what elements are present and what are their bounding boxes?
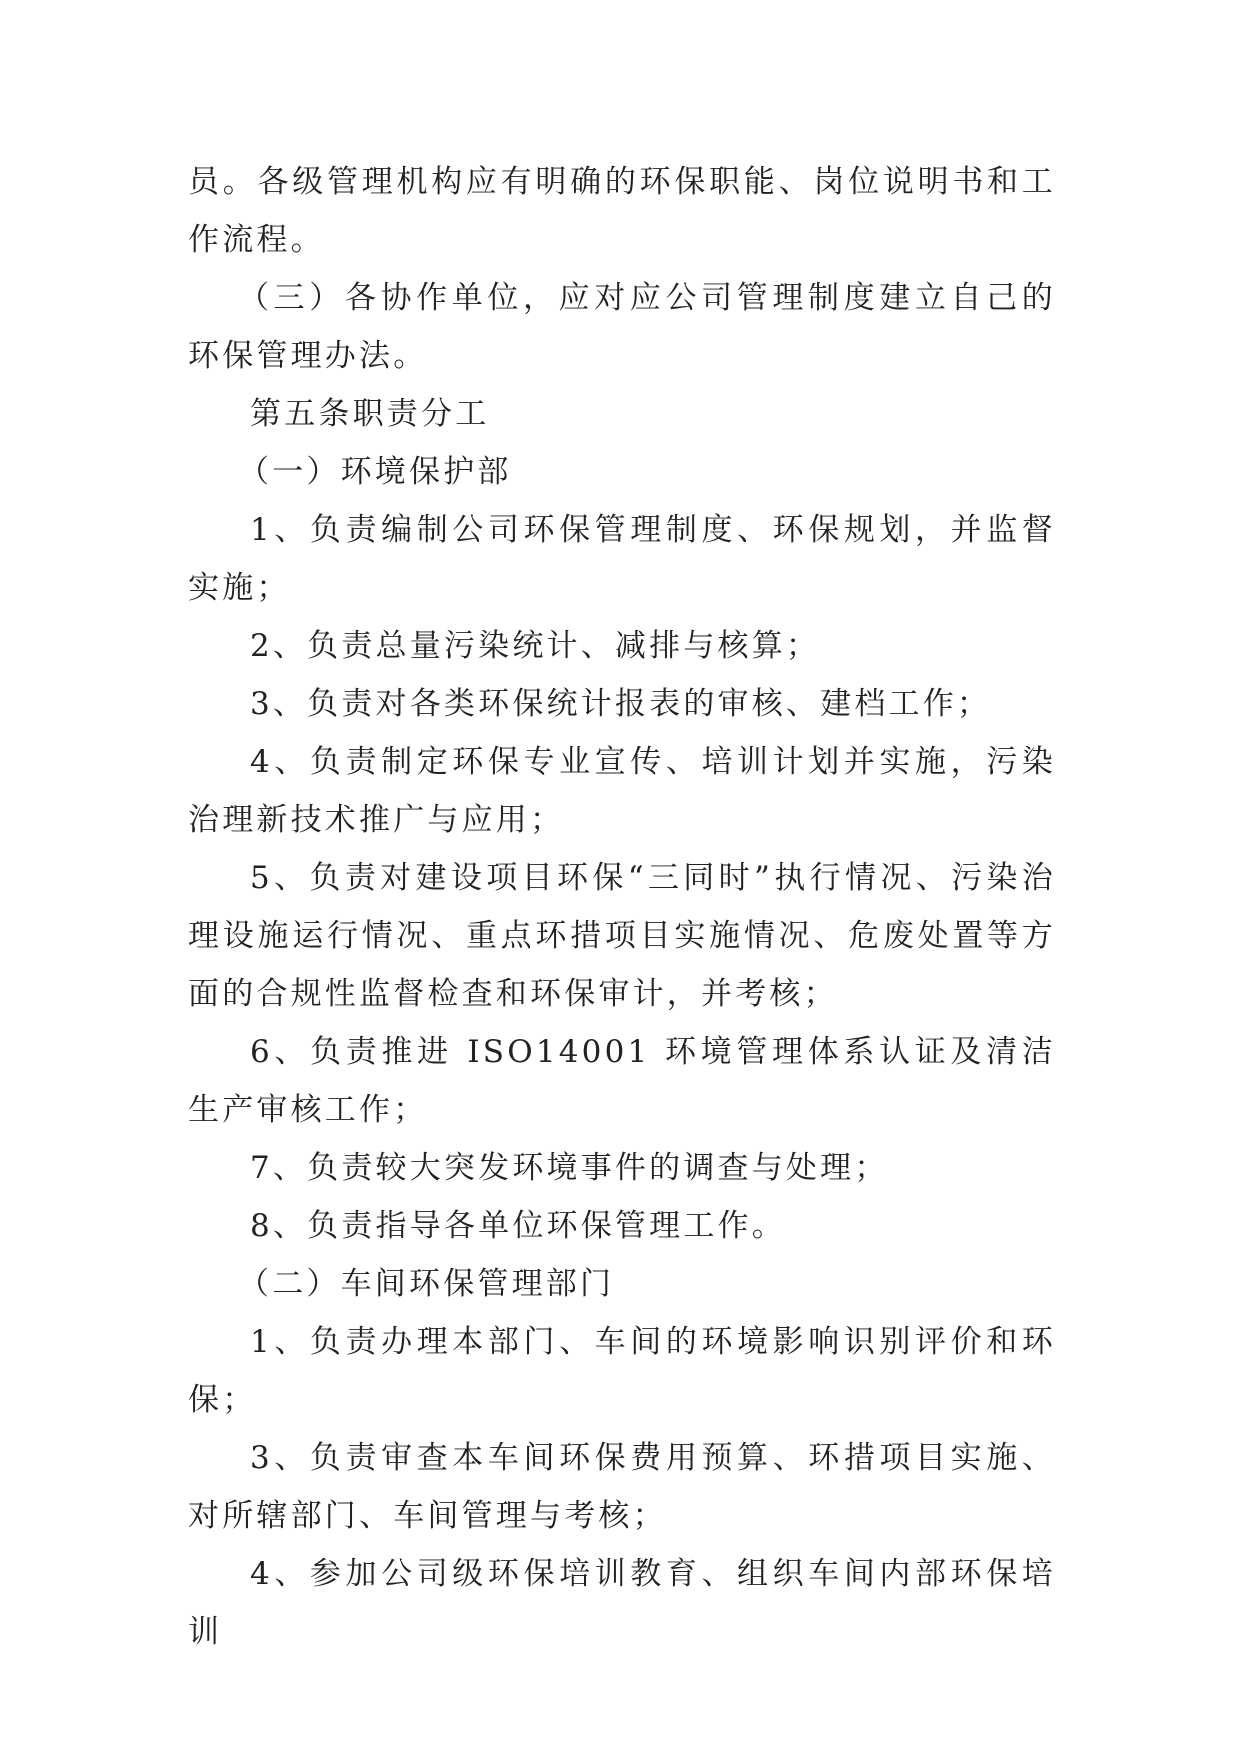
- list-item: 1、负责编制公司环保管理制度、环保规划，并监督实施；: [188, 512, 1056, 606]
- list-item: 6、负责推进 ISO14001 环境管理体系认证及清洁生产审核工作；: [188, 1034, 1056, 1128]
- list-item: 1、负责办理本部门、车间的环境影响识别评价和环保；: [188, 1324, 1056, 1418]
- list-item: 4、负责制定环保专业宣传、培训计划并实施，污染治理新技术推广与应用；: [188, 744, 1056, 838]
- list-item: 3、负责审查本车间环保费用预算、环措项目实施、对所辖部门、车间管理与考核；: [188, 1440, 1056, 1534]
- section-heading-workshop-dept: （二）车间环保管理部门: [238, 1266, 615, 1302]
- document-body: [188, 153, 1056, 1661]
- list-item: 2、负责总量污染统计、减排与核算；: [250, 628, 821, 664]
- list-item: 5、负责对建设项目环保“三同时”执行情况、污染治理设施运行情况、重点环措项目实施情况、危废处置等方面的合规性监督检查和环保审计，并考核；: [188, 860, 1056, 1012]
- list-item: 4、参加公司级环保培训教育、组织车间内部环保培训: [188, 1556, 1056, 1650]
- list-item: 7、负责较大突发环境事件的调查与处理；: [250, 1150, 889, 1186]
- list-item: 8、负责指导各单位环保管理工作。: [250, 1208, 786, 1244]
- list-item: 3、负责对各类环保统计报表的审核、建档工作；: [250, 686, 992, 722]
- article-heading: 第五条职责分工: [250, 396, 490, 432]
- section-heading-environment-dept: （一）环境保护部: [238, 454, 512, 490]
- paragraph-section-three: （三）各协作单位，应对应公司管理制度建立自己的环保管理办法。: [188, 280, 1056, 374]
- paragraph-continuation: 员。各级管理机构应有明确的环保职能、岗位说明书和工作流程。: [188, 164, 1056, 258]
